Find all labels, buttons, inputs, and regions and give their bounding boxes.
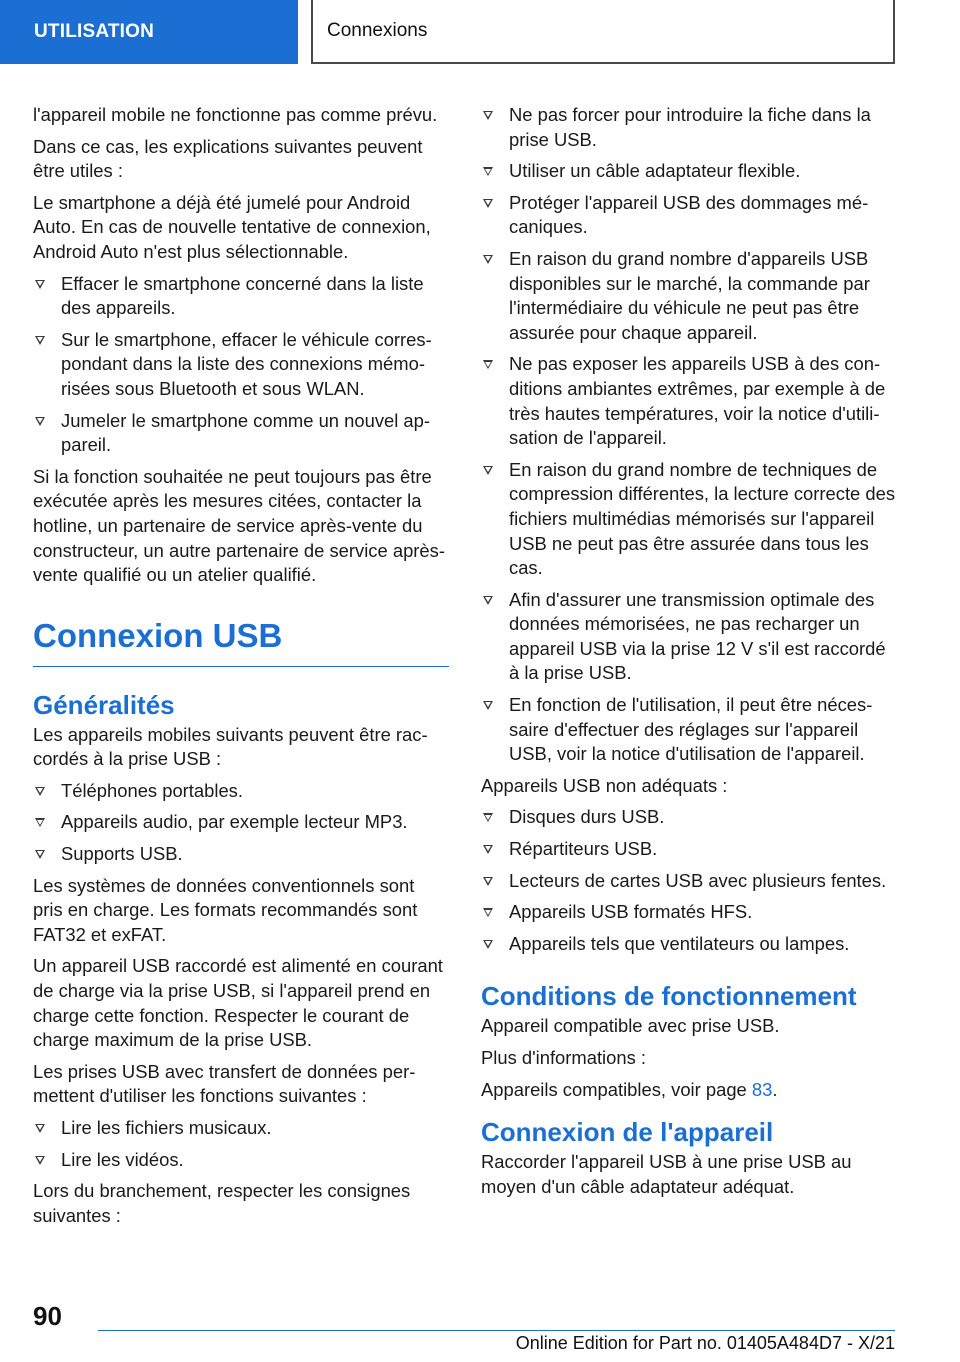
list-item-text: Appareils USB formatés HFS. bbox=[509, 901, 753, 923]
paragraph: Si la fonction souhaitée ne peut toujours pas être exécutée après les mesures citées, contacter la hotline, un partenaire de service après-vente du constructeur, un autre partenaire de service après-vente qualifié ou un atelier qualifié. bbox=[33, 465, 445, 586]
list-item-text: En fonction de l'utilisation, il peut être nécessaire d'effectuer des réglages sur l'appareil USB, voir la notice d'utilisation de l'appareil. bbox=[509, 694, 873, 765]
list-item-text: Lire les fichiers musicaux. bbox=[61, 1117, 272, 1138]
paragraph: Dans ce cas, les explications suivantes peuvent être utiles : bbox=[33, 135, 423, 182]
triangle-bullet-icon bbox=[35, 1156, 45, 1165]
paragraph: Les appareils mobiles suivants peuvent être raccordés à la prise USB : bbox=[33, 723, 428, 770]
bullet-list bbox=[33, 1116, 449, 1172]
list-item-text: Appareils audio, par exemple lecteur MP3. bbox=[61, 811, 408, 833]
list-item-text: Répartiteurs USB. bbox=[509, 838, 658, 860]
list-item bbox=[33, 810, 449, 835]
triangle-bullet-icon bbox=[483, 199, 493, 208]
list-item bbox=[481, 805, 897, 830]
list-item bbox=[33, 1116, 449, 1141]
triangle-bullet-icon bbox=[483, 877, 493, 886]
subsection-title: Généralités bbox=[33, 689, 175, 720]
list-item bbox=[481, 869, 897, 894]
list-item bbox=[33, 779, 449, 804]
list-item bbox=[481, 191, 897, 240]
footer-edition-text: Online Edition for Part no. 01405A484D7 - X/21 bbox=[515, 1333, 895, 1353]
cross-reference-end: . bbox=[772, 1078, 778, 1100]
cross-reference-text: Appareils compatibles, voir page bbox=[481, 1078, 752, 1100]
triangle-bullet-icon bbox=[35, 417, 45, 426]
triangle-bullet-icon bbox=[35, 818, 45, 827]
triangle-bullet-icon bbox=[483, 111, 493, 120]
list-item bbox=[481, 837, 897, 862]
list-item-text: Afin d'assurer une transmission optimale des données mémorisées, ne pas recharger un appareil USB via la prise 12 V s'il est raccordé à la prise USB. bbox=[509, 588, 886, 684]
triangle-bullet-icon bbox=[35, 850, 45, 859]
subsection-title: Conditions de fonctionnement bbox=[481, 981, 857, 1012]
triangle-bullet-icon bbox=[483, 466, 493, 475]
list-item-text: Jumeler le smartphone comme un nouvel appareil. bbox=[61, 409, 431, 456]
list-item bbox=[33, 328, 449, 402]
list-item-text: En raison du grand nombre d'appareils USB disponibles sur le marché, la commande par l'intermédiaire du véhicule ne peut pas être assurée pour chaque appareil. bbox=[509, 247, 870, 343]
list-item-text: En raison du grand nombre de techniques de compression différentes, la lecture correcte des fichiers multimédias mémorisés sur l'appareil USB ne peut pas être assurée dans tous les cas. bbox=[509, 458, 896, 579]
list-item-text: Lire les vidéos. bbox=[61, 1148, 184, 1170]
paragraph: Appareils USB non adéquats : bbox=[481, 774, 728, 796]
triangle-bullet-icon bbox=[483, 596, 493, 605]
list-item bbox=[481, 932, 897, 957]
list-item-text: Ne pas exposer les appareils USB à des conditions ambiantes extrêmes, par exemple à de très hautes températures, voir la notice d'utilisation de l'appareil. bbox=[509, 353, 886, 449]
header-section-label: UTILISATION bbox=[0, 0, 298, 64]
triangle-bullet-icon bbox=[483, 908, 493, 917]
paragraph: Les prises USB avec transfert de données permettent d'utiliser les fonctions suivantes : bbox=[33, 1060, 416, 1107]
triangle-bullet-icon bbox=[35, 787, 45, 796]
list-item-text: Effacer le smartphone concerné dans la liste des appareils. bbox=[61, 272, 424, 319]
page-link[interactable]: 83 bbox=[751, 1078, 773, 1100]
list-item bbox=[33, 409, 449, 458]
paragraph: Raccorder l'appareil USB à une prise USB au moyen d'un câble adaptateur adéquat. bbox=[481, 1151, 852, 1197]
section-title: Connexion USB bbox=[33, 616, 449, 667]
footer-divider bbox=[98, 1330, 895, 1331]
bullet-list bbox=[481, 103, 897, 767]
list-item-text: Téléphones portables. bbox=[61, 779, 243, 801]
bullet-list bbox=[33, 779, 449, 867]
paragraph: Un appareil USB raccordé est alimenté en courant de charge via la prise USB, si l'appareil prend en charge cette fonction. Respecter le courant de charge maximum de la prise USB. bbox=[33, 955, 443, 1051]
triangle-bullet-icon bbox=[483, 813, 493, 822]
list-item-text: Appareils tels que ventilateurs ou lampes. bbox=[509, 932, 850, 954]
paragraph: Lors du branchement, respecter les consignes suivantes : bbox=[33, 1180, 411, 1226]
cross-reference-paragraph bbox=[481, 1078, 897, 1103]
triangle-bullet-icon bbox=[35, 1124, 45, 1133]
triangle-bullet-icon bbox=[483, 940, 493, 949]
triangle-bullet-icon bbox=[483, 255, 493, 264]
triangle-bullet-icon bbox=[483, 167, 493, 176]
paragraph: Appareil compatible avec prise USB. bbox=[481, 1015, 780, 1037]
list-item-text: Utiliser un câble adaptateur flexible. bbox=[509, 160, 801, 182]
list-item bbox=[33, 842, 449, 867]
list-item-text: Disques durs USB. bbox=[509, 806, 665, 828]
list-item bbox=[481, 458, 897, 581]
list-item-text: Ne pas forcer pour introduire la fiche dans la prise USB. bbox=[509, 104, 871, 150]
list-item-text: Lecteurs de cartes USB avec plusieurs fentes. bbox=[509, 869, 887, 891]
paragraph: Les systèmes de données conventionnels sont pris en charge. Les formats recommandés sont FAT32 et exFAT. bbox=[33, 874, 418, 945]
page-number: 90 bbox=[33, 1301, 62, 1331]
paragraph: Plus d'informations : bbox=[481, 1047, 647, 1068]
list-item bbox=[33, 1148, 449, 1173]
list-item bbox=[481, 159, 897, 184]
triangle-bullet-icon bbox=[35, 280, 45, 289]
right-column bbox=[481, 103, 897, 1206]
bullet-list bbox=[33, 272, 449, 458]
list-item bbox=[481, 900, 897, 925]
bullet-list bbox=[481, 805, 897, 956]
triangle-bullet-icon bbox=[35, 336, 45, 345]
list-item-text: Protéger l'appareil USB des dommages mécaniques. bbox=[509, 191, 869, 238]
paragraph: l'appareil mobile ne fonctionne pas comme prévu. bbox=[33, 104, 438, 125]
list-item-text: Sur le smartphone, effacer le véhicule correspondant dans la liste des connexions mémorisées sous Bluetooth et sous WLAN. bbox=[61, 328, 432, 399]
header-chapter-label: Connexions bbox=[311, 0, 895, 64]
list-item-text: Supports USB. bbox=[61, 843, 183, 865]
paragraph: Le smartphone a déjà été jumelé pour Android Auto. En cas de nouvelle tentative de connexion, Android Auto n'est plus sélectionnable. bbox=[33, 191, 431, 262]
triangle-bullet-icon bbox=[483, 360, 493, 369]
triangle-bullet-icon bbox=[483, 845, 493, 854]
list-item bbox=[481, 247, 897, 345]
left-column bbox=[33, 103, 449, 1235]
list-item bbox=[33, 272, 449, 321]
list-item bbox=[481, 588, 897, 686]
list-item bbox=[481, 693, 897, 767]
list-item bbox=[481, 103, 897, 152]
subsection-title: Connexion de l'appareil bbox=[481, 1117, 774, 1148]
list-item bbox=[481, 352, 897, 450]
triangle-bullet-icon bbox=[483, 701, 493, 710]
